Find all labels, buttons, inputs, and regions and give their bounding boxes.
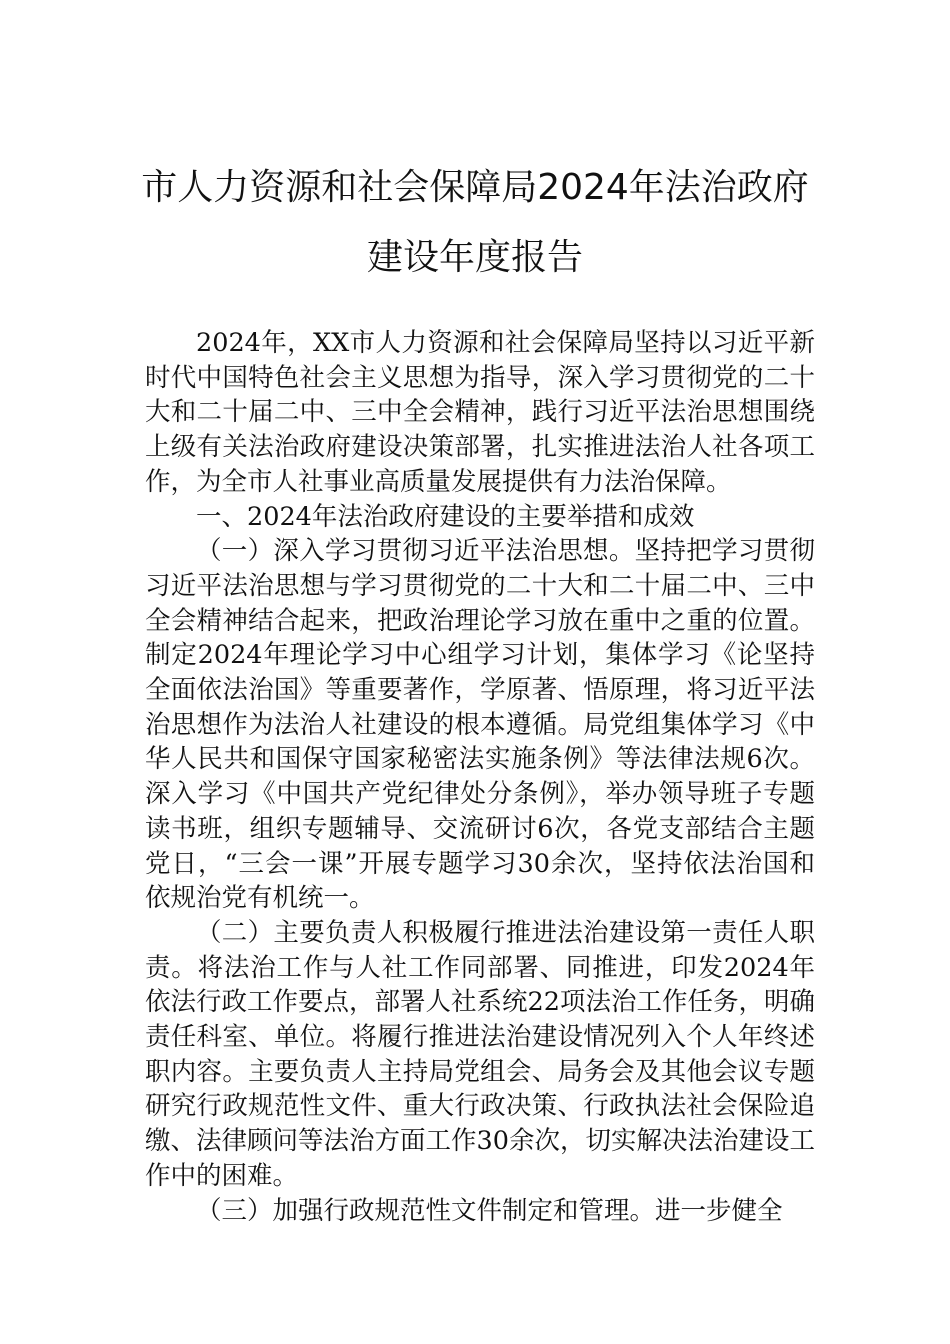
document-body: [145, 326, 815, 1228]
paragraph-leader-responsibility: （二）主要负责人积极履行推进法治建设第一责任人职责。将法治工作与人社工作同部署、同推进，印发2024年依法行政工作要点，部署人社系统22项法治工作任务，明确责任科室、单位。将履行推进法治建设情况列入个人年终述职内容。主要负责人主持局党组会、局务会及其他会议专题研究行政规范性文件、重大行政决策、行政执法社会保险追缴、法律顾问等法治方面工作30余次，切实解决法治建设工作中的困难。: [145, 917, 815, 1191]
document-title-line-2: 建设年度报告: [366, 237, 583, 278]
section-heading-1: 一、2024年法治政府建设的主要举措和成效: [196, 501, 695, 532]
paragraph-study-rule-of-law: （一）深入学习贯彻习近平法治思想。坚持把学习贯彻习近平法治思想与学习贯彻党的二十大和二十届二中、三中全会精神结合起来，把政治理论学习放在重中之重的位置。制定2024年理论学习中心组学习计划，集体学习《论坚持全面依法治国》等重要著作，学原著、悟原理，将习近平法治思想作为法治人社建设的根本遵循。局党组集体学习《中华人民共和国保守国家秘密法实施条例》等法律法规6次。深入学习《中国共产党纪律处分条例》，举办领导班子专题读书班，组织专题辅导、交流研讨6次，各党支部结合主题党日，“三会一课”开展专题学习30余次，坚持依法治国和依规治党有机统一。: [145, 536, 815, 914]
document-title-line-1: 市人力资源和社会保障局2024年法治政府: [141, 167, 809, 208]
paragraph-normative-documents: （三）加强行政规范性文件制定和管理。进一步健全: [196, 1195, 783, 1226]
paragraph-intro: 2024年，XX市人力资源和社会保障局坚持以习近平新时代中国特色社会主义思想为指导，深入学习贯彻党的二十大和二十届二中、三中全会精神，践行习近平法治思想围绕上级有关法治政府建设决策部署，扎实推进法治人社各项工作，为全市人社事业高质量发展提供有力法治保障。: [145, 328, 815, 497]
